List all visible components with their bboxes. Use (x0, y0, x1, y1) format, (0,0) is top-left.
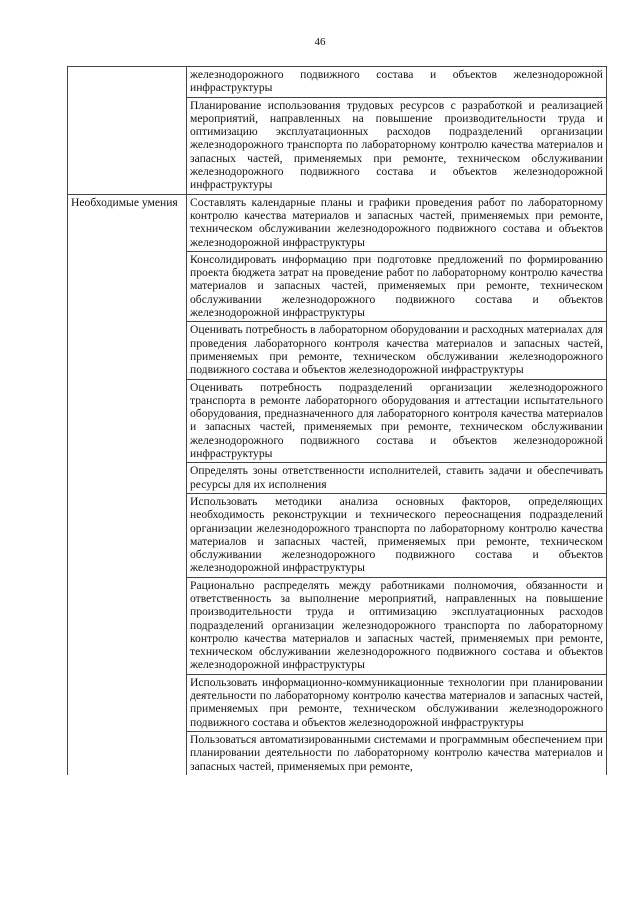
skill-cell: Пользоваться автоматизированными системами и программным обеспечением при планировании деятельности по лабораторному контролю качества материалов и запасных частей, применяемых при ремонте, (187, 731, 607, 774)
skill-cell: Составлять календарные планы и графики проведения работ по лабораторному контролю качества материалов и запасных частей, применяемых при ремонте, техническом обслуживании железнодорожного подвижного состава и объектов железнодорожной инфраструктуры (187, 194, 607, 251)
page-number: 46 (314, 36, 326, 48)
skill-cell: Оценивать потребность подразделений организации железнодорожного транспорта в ремонте лабораторного оборудования и аттестации испытательного оборудования, предназначенного для лабораторного контроля качества материалов и запасных частей, применяемых при ремонте, техническом обслуживании железнодорожного подвижного состава и объектов железнодорожной инфраструктуры (187, 379, 607, 463)
table-row (68, 67, 607, 98)
skill-cell: Использовать информационно-коммуникационные технологии при планировании деятельности по лабораторному контролю качества материалов и запасных частей, применяемых при ремонте, техническом обслуживании железнодорожного подвижного состава и объектов железнодорожной инфраструктуры (187, 674, 607, 731)
empty-label-cell (68, 67, 187, 195)
requirements-table (67, 66, 607, 775)
table-row (68, 194, 607, 251)
skill-cell: Рационально распределять между работниками полномочия, обязанности и ответственность за выполнение мероприятий, направленных на повышение производительности труда и оптимизацию эксплуатационных расходов подразделений организации железнодорожного транспорта по лабораторному контролю качества материалов и запасных частей, применяемых при ремонте, техническом обслуживании железнодорожного подвижного состава и объектов железнодорожной инфраструктуры (187, 577, 607, 674)
skill-cell: Определять зоны ответственности исполнителей, ставить задачи и обеспечивать ресурсы для их исполнения (187, 463, 607, 494)
table-cell: железнодорожного подвижного состава и объектов железнодорожной инфраструктуры (187, 67, 607, 98)
section-label: Необходимые умения (68, 194, 187, 775)
table-cell: Планирование использования трудовых ресурсов с разработкой и реализацией мероприятий, направленных на повышение производительности труда и оптимизацию эксплуатационных расходов подразделений организации железнодорожного транспорта по лабораторному контролю качества материалов и запасных частей, применяемых при ремонте, техническом обслуживании железнодорожного подвижного состава и объектов железнодорожной инфраструктуры (187, 97, 607, 194)
skill-cell: Оценивать потребность в лабораторном оборудовании и расходных материалах для проведения лабораторного контроля качества материалов и запасных частей, применяемых при ремонте, техническом обслуживании железнодорожного подвижного состава и объектов железнодорожной инфраструктуры (187, 322, 607, 379)
skill-cell: Консолидировать информацию при подготовке предложений по формированию проекта бюджета затрат на проведение работ по лабораторному контролю качества материалов и запасных частей, применяемых при ремонте, техническом обслуживании железнодорожного подвижного состава и объектов железнодорожной инфраструктуры (187, 251, 607, 321)
skill-cell: Использовать методики анализа основных факторов, определяющих необходимость реконструкции и технического переоснащения подразделений организации железнодорожного транспорта по лабораторному контролю качества материалов и запасных частей, применяемых при ремонте, техническом обслуживании железнодорожного подвижного состава и объектов железнодорожной инфраструктуры (187, 493, 607, 577)
